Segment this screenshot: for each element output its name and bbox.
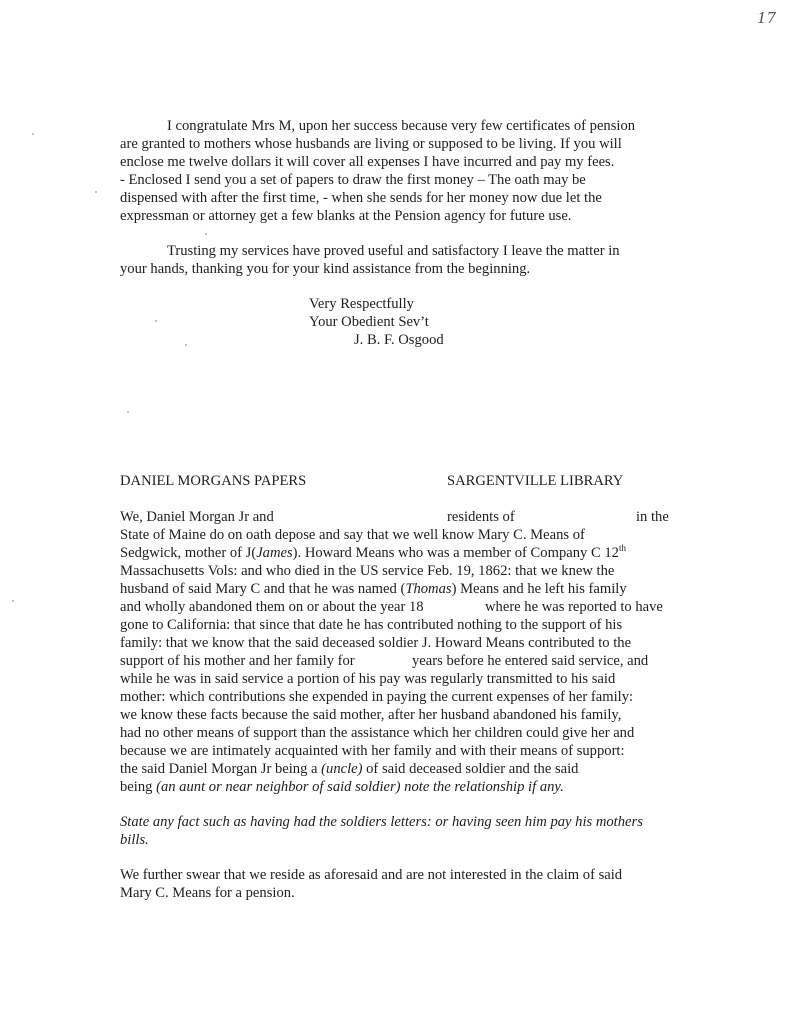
letter-line: dispensed with after the first time, - when she sends for her money now due let the bbox=[120, 190, 602, 206]
instruction-note: bills. bbox=[120, 832, 149, 848]
header-left: DANIEL MORGANS PAPERS bbox=[120, 473, 307, 489]
scan-speck bbox=[127, 411, 129, 413]
letter-line: I congratulate Mrs M, upon her success because very few certificates of pension bbox=[167, 118, 636, 134]
scan-speck bbox=[95, 191, 97, 193]
letter-line: are granted to mothers whose husbands are living or supposed to be living. If you will bbox=[120, 136, 622, 152]
header-right: SARGENTVILLE LIBRARY bbox=[447, 473, 624, 489]
affidavit-line: family: that we know that the said deceased soldier J. Howard Means contributed to the bbox=[120, 635, 632, 651]
affidavit-line: Mary C. Means for a pension. bbox=[120, 885, 295, 901]
relation-annotation: (an aunt or near neighbor of said soldier) note the relationship if any. bbox=[156, 779, 564, 795]
affidavit-line: years before he entered said service, and bbox=[412, 653, 649, 669]
affidavit-line: because we are intimately acquainted with her family and with their means of support: bbox=[120, 743, 625, 759]
affidavit-line: residents of bbox=[447, 509, 515, 525]
letter-line: - Enclosed I send you a set of papers to draw the first money – The oath may be bbox=[120, 172, 586, 188]
closing: Very Respectfully bbox=[309, 296, 414, 312]
scan-speck bbox=[185, 344, 187, 346]
closing: Your Obedient Sev’t bbox=[309, 314, 429, 330]
affidavit-text: Sedgwick, mother of J( bbox=[120, 545, 257, 561]
affidavit-line bbox=[120, 760, 578, 778]
instruction-note: State any fact such as having had the soldiers letters: or having seen him pay his mothers bbox=[120, 814, 643, 830]
signature: J. B. F. Osgood bbox=[354, 332, 444, 348]
name-annotation: Thomas bbox=[405, 581, 452, 597]
page-number: 17 bbox=[757, 9, 777, 27]
scan-speck bbox=[12, 600, 14, 602]
affidavit-line: gone to California: that since that date he has contributed nothing to the support of his bbox=[120, 617, 623, 633]
affidavit-text: of said deceased soldier and the said bbox=[362, 761, 579, 777]
letter-line: Trusting my services have proved useful and satisfactory I leave the matter in bbox=[167, 243, 620, 259]
affidavit-line: had no other means of support than the assistance which her children could give her and bbox=[120, 725, 635, 741]
scan-speck bbox=[32, 133, 34, 135]
scan-speck bbox=[155, 320, 157, 322]
name-annotation: James bbox=[256, 545, 293, 561]
affidavit-line: support of his mother and her family for bbox=[120, 653, 355, 669]
affidavit-line: Massachusetts Vols: and who died in the US service Feb. 19, 1862: that we knew the bbox=[120, 563, 615, 579]
affidavit-line bbox=[120, 778, 564, 796]
relation-annotation: (uncle) bbox=[321, 761, 363, 777]
letter-line: your hands, thanking you for your kind assistance from the beginning. bbox=[120, 261, 531, 277]
affidavit-line: while he was in said service a portion of his pay was regularly transmitted to his said bbox=[120, 671, 616, 687]
scan-speck bbox=[205, 233, 207, 235]
affidavit-text: the said Daniel Morgan Jr being a bbox=[120, 761, 322, 777]
affidavit-line: We, Daniel Morgan Jr and bbox=[120, 509, 274, 525]
letter-line: expressman or attorney get a few blanks at the Pension agency for future use. bbox=[120, 208, 572, 224]
affidavit-line: We further swear that we reside as aforesaid and are not interested in the claim of said bbox=[120, 867, 623, 883]
affidavit-line: and wholly abandoned them on or about the year 18 bbox=[120, 599, 424, 615]
affidavit-text: being bbox=[120, 779, 157, 795]
affidavit-text: ). Howard Means who was a member of Company C 12 bbox=[292, 545, 619, 561]
affidavit-text: ) Means and he left his family bbox=[451, 581, 627, 597]
affidavit-line: mother: which contributions she expended in paying the current expenses of her family: bbox=[120, 689, 634, 705]
affidavit-line: where he was reported to have bbox=[485, 599, 663, 615]
affidavit-line: we know these facts because the said mother, after her husband abandoned his family, bbox=[120, 707, 622, 723]
letter-line: enclose me twelve dollars it will cover all expenses I have incurred and pay my fees. bbox=[120, 154, 615, 170]
ordinal-superscript: th bbox=[618, 543, 626, 554]
affidavit-line bbox=[120, 544, 626, 562]
affidavit-line bbox=[120, 580, 627, 598]
affidavit-line: State of Maine do on oath depose and say that we well know Mary C. Means of bbox=[120, 527, 585, 543]
affidavit-text: husband of said Mary C and that he was named ( bbox=[120, 581, 406, 597]
affidavit-line: in the bbox=[636, 509, 669, 525]
